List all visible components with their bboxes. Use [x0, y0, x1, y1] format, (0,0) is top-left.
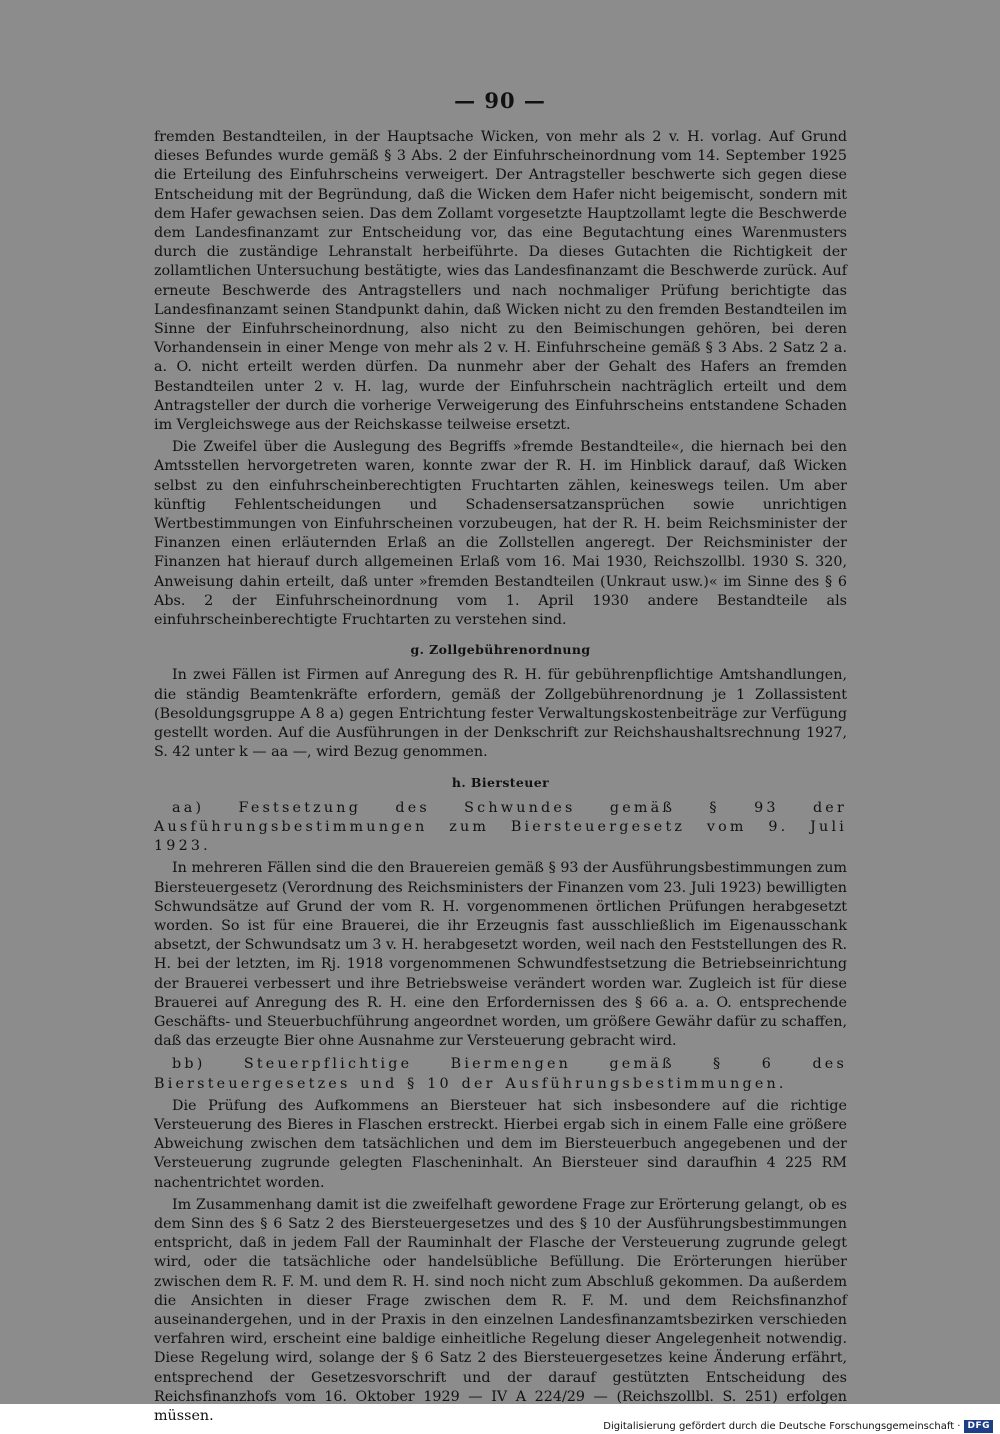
paragraph: In mehreren Fällen sind die den Brauereien gemäß § 93 der Ausführungsbestimmungen zum Biersteuergesetz (Verordnung des Reichsministers der Finanzen vom 23. Juli 1923) bewilligten Schwundsätze auf Grund der vom R. H. vorgenommenen örtlichen Prüfungen herabgesetzt worden. So ist für eine Brauerei, die ihr Erzeugnis fast ausschließlich im Eigenausschank absetzt, der Schwundsatz um 3 v. H. herabgesetzt worden, weil nach den Feststellungen des R. H. bei der letzten, im Rj. 1918 vorgenommenen Schwundfestsetzung die Betriebseinrichtung der Brauerei verbessert und ihre Betriebsweise verändert worden war. Zugleich ist für diese Brauerei auf Anregung des R. H. eine den Erfordernissen des § 66 a. a. O. entsprechende Geschäfts- und Steuerbuchführung angeordnet worden, um größere Gewähr dafür zu schaffen, daß das erzeugte Bier ohne Ausnahme zur Versteuerung gebracht wird.	[154, 860, 847, 1050]
footer-credit-text: Digitalisierung gefördert durch die Deutsche Forschungsgemeinschaft ·	[603, 1420, 961, 1432]
paragraph: fremden Bestandteilen, in der Hauptsache Wicken, von mehr als 2 v. H. vorlag. Auf Grund dieses Befundes wurde gemäß § 3 Abs. 2 der Einfuhrscheinordnung vom 14. September 1925 die Erteilung des Einfuhrscheins verweigert. Der Antragsteller beschwerte sich gegen diese Entscheidung mit der Begründung, daß die Wicken dem Hafer nicht beigemischt, sondern mit dem Hafer gewachsen seien. Das dem Zollamt vorgesetzte Hauptzollamt legte die Beschwerde dem Landesfinanzamt zur Entscheidung vor, das eine Begutachtung eines Warenmusters durch die zuständige Lehranstalt herbeiführte. Da dieses Gutachten die Richtigkeit der zollamtlichen Untersuchung bestätigte, wies das Landesfinanzamt die Beschwerde zurück. Auf erneute Beschwerde des Antragstellers und nach nochmaliger Prüfung berichtigte das Landesfinanzamt seinen Standpunkt dahin, daß Wicken nicht zu den fremden Bestandteilen im Sinne der Einfuhrscheinordnung, also nicht zu den Beimischungen gehören, bei deren Vorhandensein in einer Menge von mehr als 2 v. H. Einfuhrscheine gemäß § 3 Abs. 2 Satz 2 a. a. O. nicht erteilt werden dürfen. Da nunmehr aber der Gehalt des Hafers an fremden Bestandteilen unter 2 v. H. lag, wurde der Einfuhrschein nachträglich erteilt und dem Antragsteller der durch die vorherige Verweigerung des Einfuhrscheins entstandene Schaden im Vergleichswege aus der Reichskasse teilweise ersetzt.	[154, 129, 847, 434]
section-heading-zollgebuehrenordnung: g. Zollgebührenordnung	[410, 642, 591, 658]
text-column	[154, 128, 847, 1429]
subsection-heading-aa: aa) Festsetzung des Schwundes gemäß § 93 der Ausführungsbestimmungen zum Biersteuergesetz vom 9. Juli 1923.	[154, 799, 847, 855]
subsection-heading-bb: bb) Steuerpflichtige Biermengen gemäß § 6 des Biersteuergesetzes und § 10 der Ausführungsbestimmungen.	[154, 1056, 847, 1092]
paragraph: Die Zweifel über die Auslegung des Begriffs »fremde Bestandteile«, die hiernach bei den Amtsstellen hervorgetreten waren, konnte zwar der R. H. im Hinblick darauf, daß Wicken selbst zu den einfuhrscheinberechtigten Fruchtarten zählen, keineswegs teilen. Um aber künftig Fehlentscheidungen und Schadensersatzansprüchen sowie unrichtigen Wertbestimmungen von Einfuhrscheinen vorzubeugen, hat der R. H. beim Reichsminister der Finanzen einen erläuternden Erlaß an die Zollstellen angeregt. Der Reichsminister der Finanzen hat hierauf durch allgemeinen Erlaß vom 16. Mai 1930, Reichszollbl. 1930 S. 320, Anweisung dahin erteilt, daß unter »fremden Bestandteilen (Unkraut usw.)« im Sinne des § 6 Abs. 2 der Einfuhrscheinordnung vom 1. April 1930 andere Bestandteile als einfuhrscheinberechtigte Fruchtarten zu verstehen sind.	[154, 439, 847, 629]
paragraph: Die Prüfung des Aufkommens an Biersteuer hat sich insbesondere auf die richtige Versteuerung des Bieres in Flaschen erstreckt. Hierbei ergab sich in einem Falle eine größere Abweichung zwischen dem tatsächlichen und dem im Biersteuerbuch angegebenen und der Versteuerung zugrunde gelegten Flascheninhalt. An Biersteuer sind daraufhin 4 225 RM nachentrichtet worden.	[154, 1097, 847, 1191]
section-heading-biersteuer: h. Biersteuer	[451, 774, 550, 790]
page-number: — 90 —	[454, 88, 546, 113]
paragraph: Im Zusammenhang damit ist die zweifelhaft gewordene Frage zur Erörterung gelangt, ob es dem Sinn des § 6 Satz 2 des Biersteuergesetzes und des § 10 der Ausführungsbestimmungen entspricht, daß in jedem Fall der Rauminhalt der Flasche der Versteuerung zugrunde gelegt wird, oder die tatsächliche oder handelsübliche Befüllung. Die Erörterungen hierüber zwischen dem R. F. M. und dem R. H. sind noch nicht zum Abschluß gekommen. Da außerdem die Ansichten in dieser Frage zwischen dem R. F. M. und dem Reichsfinanzhof auseinandergehen, und in der Praxis in den einzelnen Landesfinanzamtsbezirken verschieden verfahren wird, erscheint eine baldige einheitliche Regelung dieser Angelegenheit notwendig. Diese Regelung wird, solange der § 6 Satz 2 des Biersteuergesetzes keine Änderung erfährt, entsprechend der Gesetzesvorschrift und der darauf gestützten Entscheidung des Reichsfinanzhofs vom 16. Oktober 1929 — IV A 224/29 — (Reichszollbl. S. 251) erfolgen müssen.	[154, 1196, 847, 1424]
digitization-footer	[603, 1418, 993, 1434]
dfg-logo[interactable]: DFG	[964, 1420, 993, 1433]
paragraph: In zwei Fällen ist Firmen auf Anregung des R. H. für gebührenpflichtige Amtshandlungen, die ständig Beamtenkräfte erfordern, gemäß der Zollgebührenordnung je 1 Zollassistent (Besoldungsgruppe A 8 a) gegen Entrichtung fester Verwaltungskostenbeiträge zur Verfügung gestellt worden. Auf die Ausführungen in der Denkschrift zur Reichshaushaltsrechnung 1927, S. 42 unter k — aa —, wird Bezug genommen.	[154, 667, 847, 761]
